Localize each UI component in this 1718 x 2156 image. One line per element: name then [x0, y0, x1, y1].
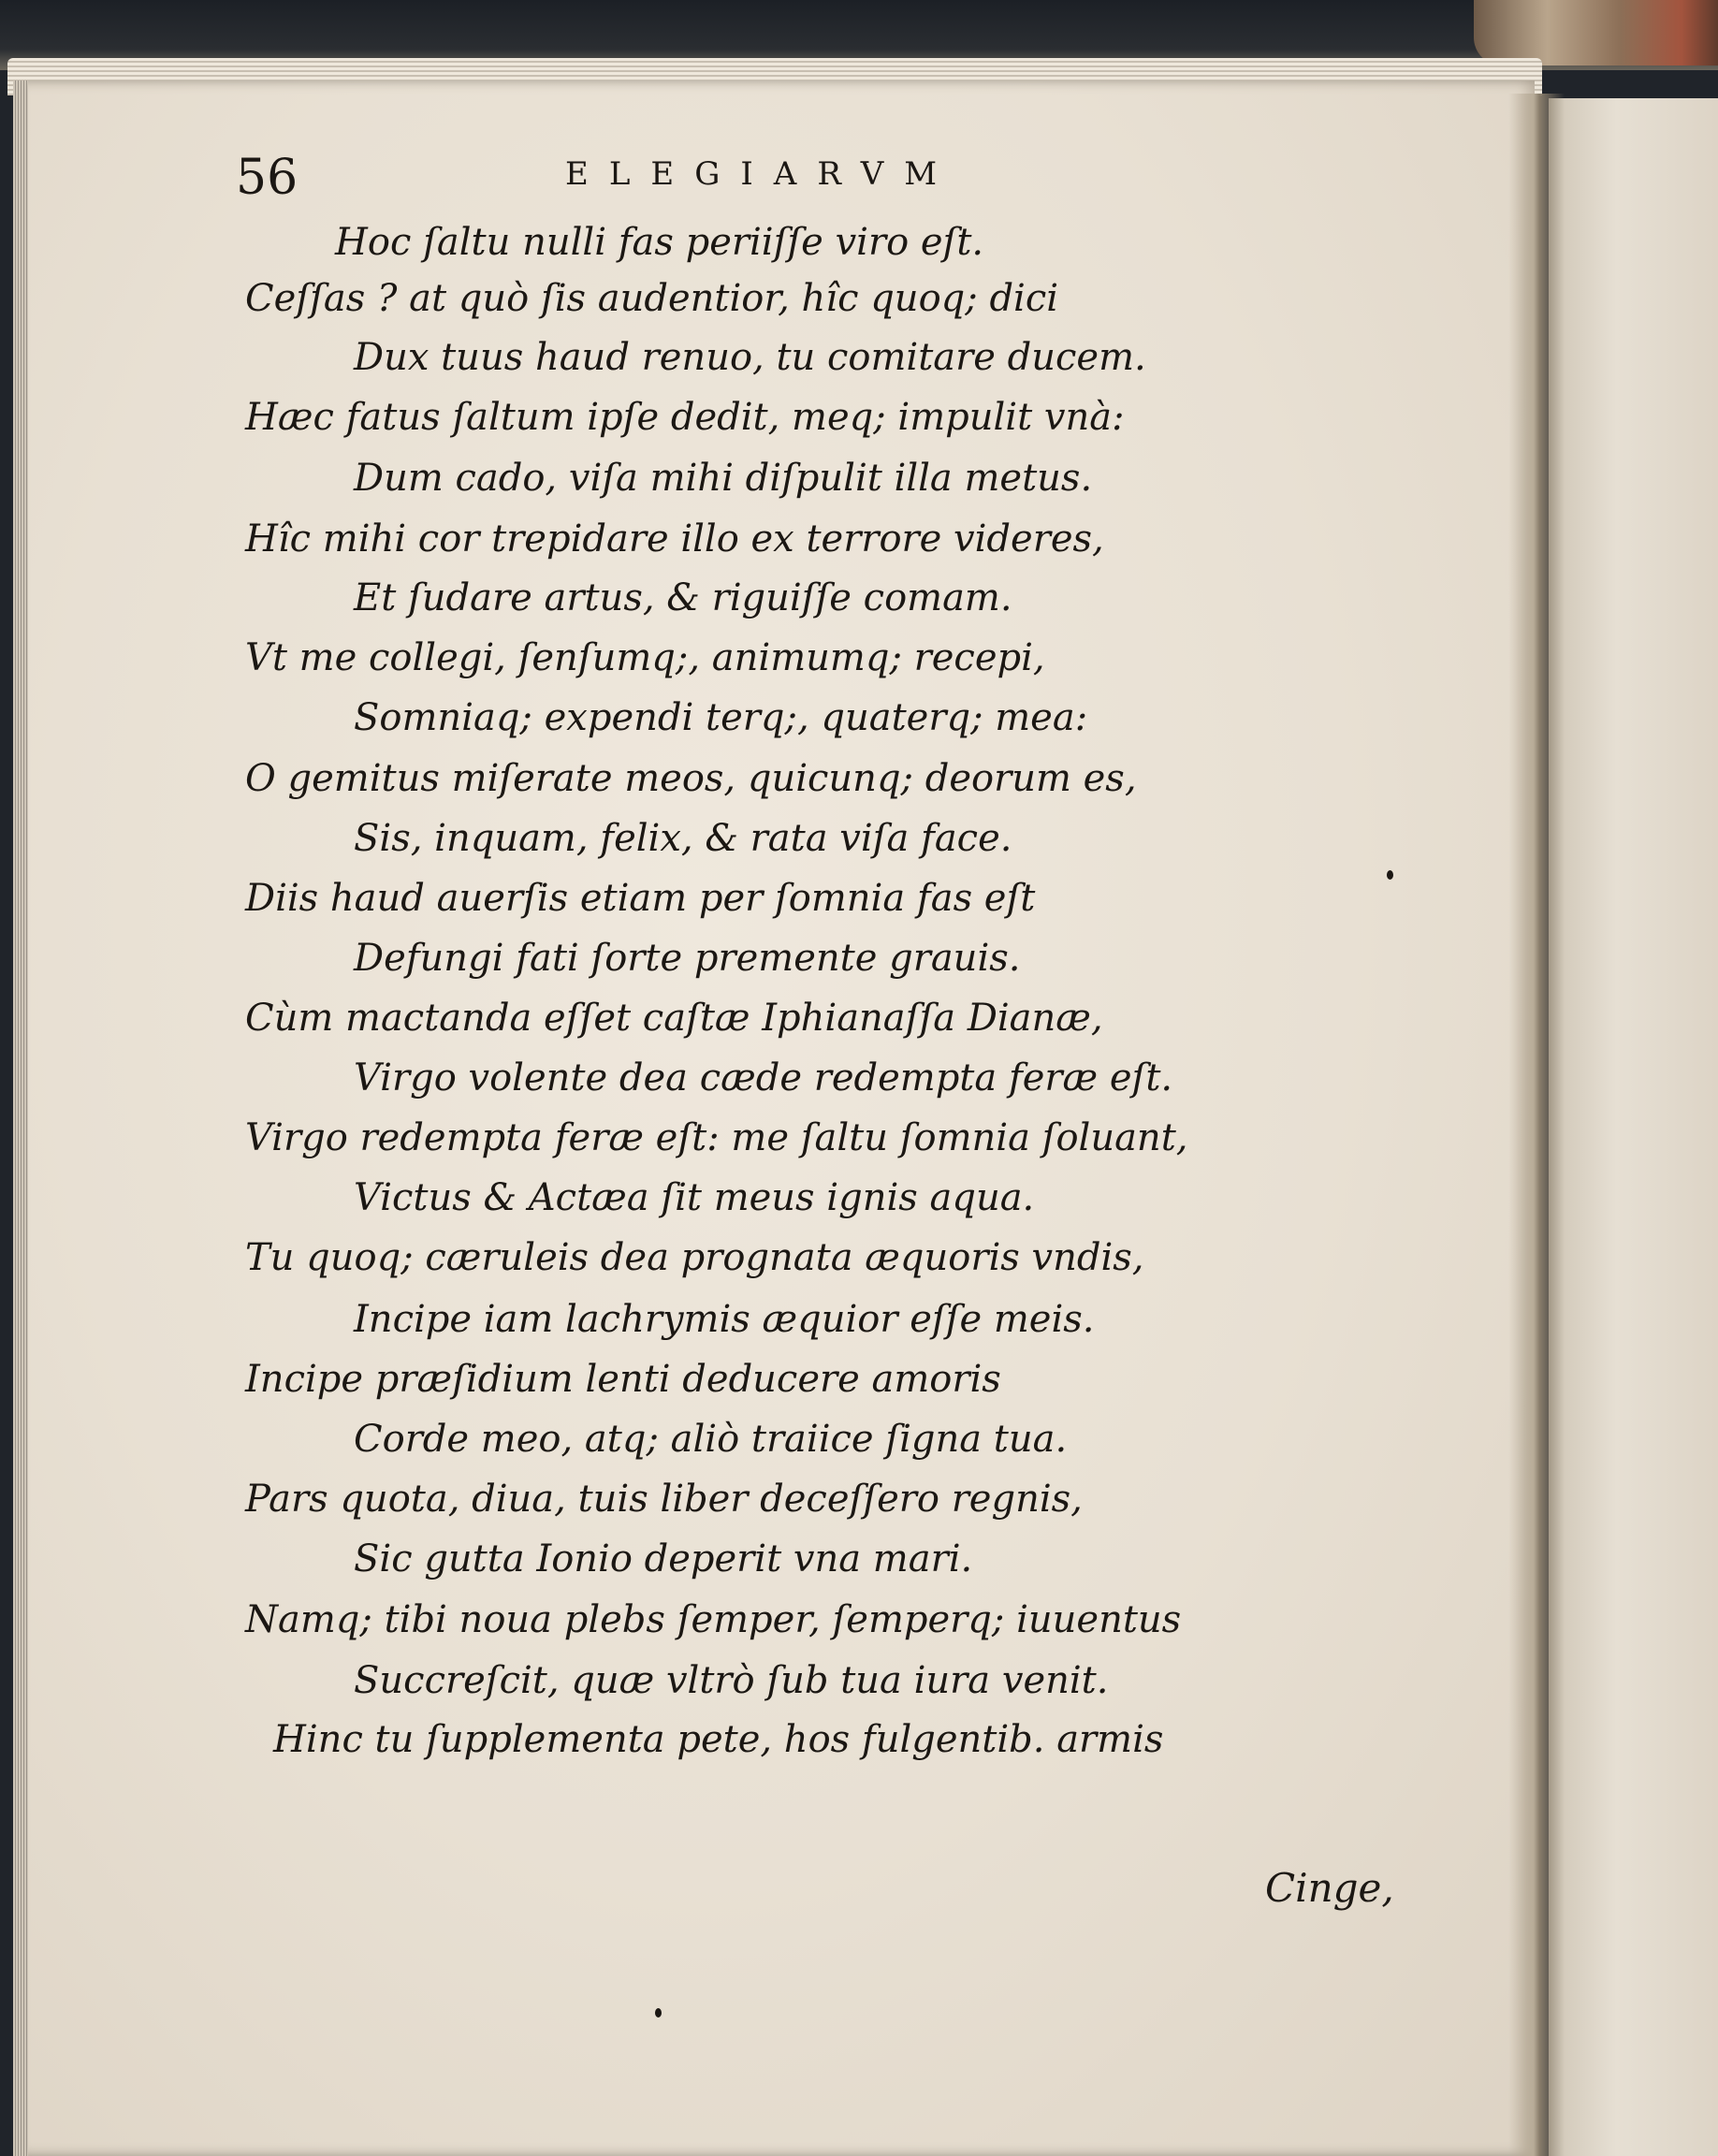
verse-line: Virgo redempta feræ eſt: me ſaltu ſomnia ſoluant, — [245, 1116, 1188, 1159]
verse-line: Cùm mactanda eſſet caſtæ Iphianaſſa Dianæ, — [245, 997, 1103, 1040]
verse-line: Diis haud auerſis etiam per ſomnia fas eſt — [245, 877, 1036, 920]
facing-page-edge — [1549, 98, 1718, 2156]
verse-line: Dux tuus haud renuo, tu comitare ducem. — [354, 336, 1146, 379]
verse-line: Virgo volente dea cæde redempta feræ eſt. — [354, 1056, 1173, 1100]
verse-line: Hæc fatus ſaltum ipſe dedit, meq; impulit vnà: — [245, 396, 1125, 439]
verse-line: Hîc mihi cor trepidare illo ex terrore videres, — [245, 517, 1104, 561]
verse-line: Ceſſas ? at quò ſis audentior, hîc quoq; dici — [245, 277, 1059, 320]
verse-line: Sis, inquam, felix, & rata viſa face. — [354, 817, 1012, 860]
verse-line: Tu quoq; cæruleis dea prognata æquoris vndis, — [245, 1236, 1144, 1279]
ink-speck — [655, 2008, 662, 2018]
verse-line: Corde meo, atq; aliò traiice ſigna tua. — [354, 1418, 1068, 1461]
verse-line: Incipe iam lachrymis æquior eſſe meis. — [354, 1298, 1095, 1341]
verse-line: Vt me collegi, ſenſumq;, animumq; recepi, — [245, 636, 1045, 679]
catchword: Cinge, — [1265, 1865, 1394, 1911]
verse-line: Incipe præſidium lenti deducere amoris — [245, 1358, 1001, 1401]
verse-line: Hoc ſaltu nulli fas periiſſe viro eſt. — [335, 221, 984, 264]
verse-line: Pars quota, diua, tuis liber deceſſero regnis, — [245, 1478, 1083, 1521]
verse-line: Hinc tu ſupplementa pete, hos fulgentib. armis — [273, 1718, 1164, 1761]
verse-line: Dum cado, viſa mihi diſpulit illa metus. — [354, 457, 1093, 500]
verse-line: Sic gutta Ionio deperit vna mari. — [354, 1537, 973, 1581]
page-number: 56 — [236, 150, 298, 206]
verse-line: Victus & Actæa ſit meus ignis aqua. — [354, 1176, 1035, 1219]
verse-line: Somniaq; expendi terq;, quaterq; mea: — [354, 696, 1088, 739]
verse-line: O gemitus miſerate meos, quicunq; deorum es, — [245, 757, 1137, 800]
verse-line: Defungi fati ſorte premente grauis. — [354, 937, 1021, 980]
ink-speck — [1387, 870, 1393, 880]
verse-line: Succreſcit, quæ vltrò ſub tua iura venit. — [354, 1659, 1109, 1702]
running-head: ELEGIARVM — [565, 155, 958, 193]
verse-line: Et ſudare artus, & riguiſſe comam. — [354, 576, 1012, 619]
verse-line: Namq; tibi noua plebs ſemper, ſemperq; iuuentus — [245, 1598, 1182, 1641]
